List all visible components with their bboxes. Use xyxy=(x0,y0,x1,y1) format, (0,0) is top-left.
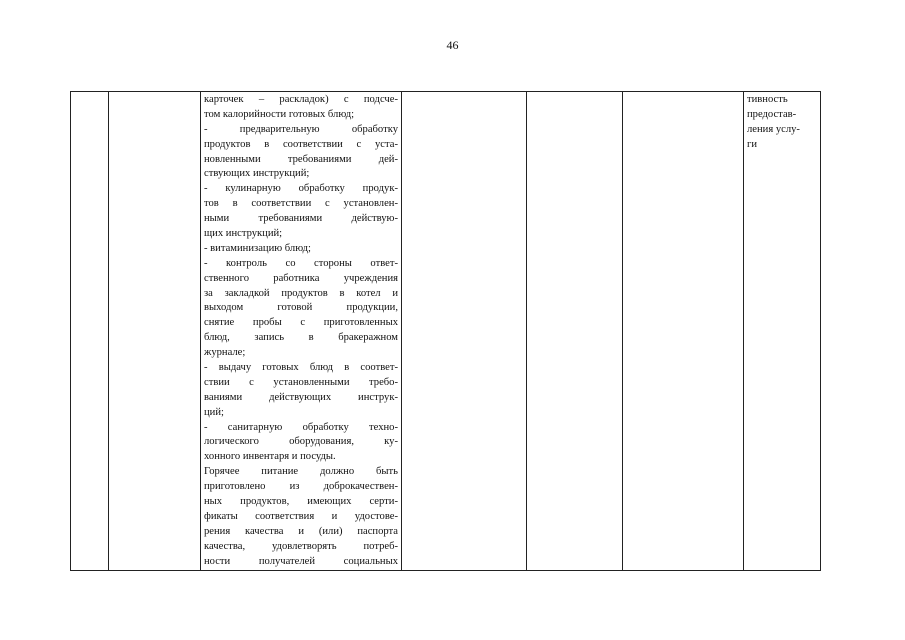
text-line: - контроль со стороны ответ- xyxy=(204,257,398,269)
page-number: 46 xyxy=(446,38,459,52)
table-cell-last xyxy=(744,92,821,571)
text-line: том калорийности готовых блюд; xyxy=(204,108,355,120)
table-cell-col-6 xyxy=(623,92,744,571)
text-line: приготовлено из доброкачествен- xyxy=(204,481,398,493)
text-line: ций; xyxy=(204,406,224,418)
table-cell-col-4 xyxy=(402,92,527,571)
text-line: логического оборудования, ку- xyxy=(204,436,398,448)
last-column-text xyxy=(744,92,820,153)
text-line: журнале; xyxy=(204,347,246,359)
text-line: выходом готовой продукции, xyxy=(204,302,398,314)
text-line: продуктов в соответствии с уста- xyxy=(204,138,398,150)
document-table xyxy=(70,91,821,571)
text-line: ными требованиями действую- xyxy=(204,213,398,225)
text-line: ги xyxy=(747,138,758,150)
text-line: Горячее питание должно быть xyxy=(204,466,398,478)
text-line: фикаты соответствия и удостове- xyxy=(204,510,398,522)
text-line: рения качества и (или) паспорта xyxy=(204,525,398,537)
text-line: тивность xyxy=(747,94,788,105)
text-line: ствующих инструкций; xyxy=(204,168,310,180)
table-row xyxy=(71,92,821,571)
text-line: - санитарную обработку техно- xyxy=(204,421,398,433)
text-line: ственного работника учреждения xyxy=(204,272,398,284)
text-line: - витаминизацию блюд; xyxy=(204,242,311,254)
text-line: - предварительную обработку xyxy=(204,123,398,135)
table-cell-description xyxy=(201,92,402,571)
text-line: предостав- xyxy=(747,108,797,120)
text-line: новленными требованиями дей- xyxy=(204,153,398,165)
table-cell-col-2 xyxy=(109,92,201,571)
text-line: ствии с установленными требо- xyxy=(204,376,398,388)
text-line: блюд, запись в бракеражном xyxy=(204,332,398,344)
text-line: - кулинарную обработку продук- xyxy=(204,183,398,195)
text-line: - выдачу готовых блюд в соответ- xyxy=(204,362,398,374)
text-line: тов в соответствии с установлен- xyxy=(204,198,398,210)
description-text xyxy=(201,92,401,570)
text-line: ления услу- xyxy=(747,123,800,135)
text-line: карточек – раскладок) с подсче- xyxy=(204,94,398,105)
text-line: ных продуктов, имеющих серти- xyxy=(204,496,398,508)
text-line: за закладкой продуктов в котел и xyxy=(204,287,398,299)
text-line: ваниями действующих инструк- xyxy=(204,391,398,403)
text-line: снятие пробы с приготовленных xyxy=(204,317,398,329)
table-cell-col-5 xyxy=(527,92,623,571)
table-cell-col-1 xyxy=(71,92,109,571)
text-line: качества, удовлетворять потреб- xyxy=(204,540,398,552)
text-line: щих инструкций; xyxy=(204,228,283,240)
text-line: ности получателей социальных xyxy=(204,555,398,567)
text-line: хонного инвентаря и посуды. xyxy=(204,451,336,463)
